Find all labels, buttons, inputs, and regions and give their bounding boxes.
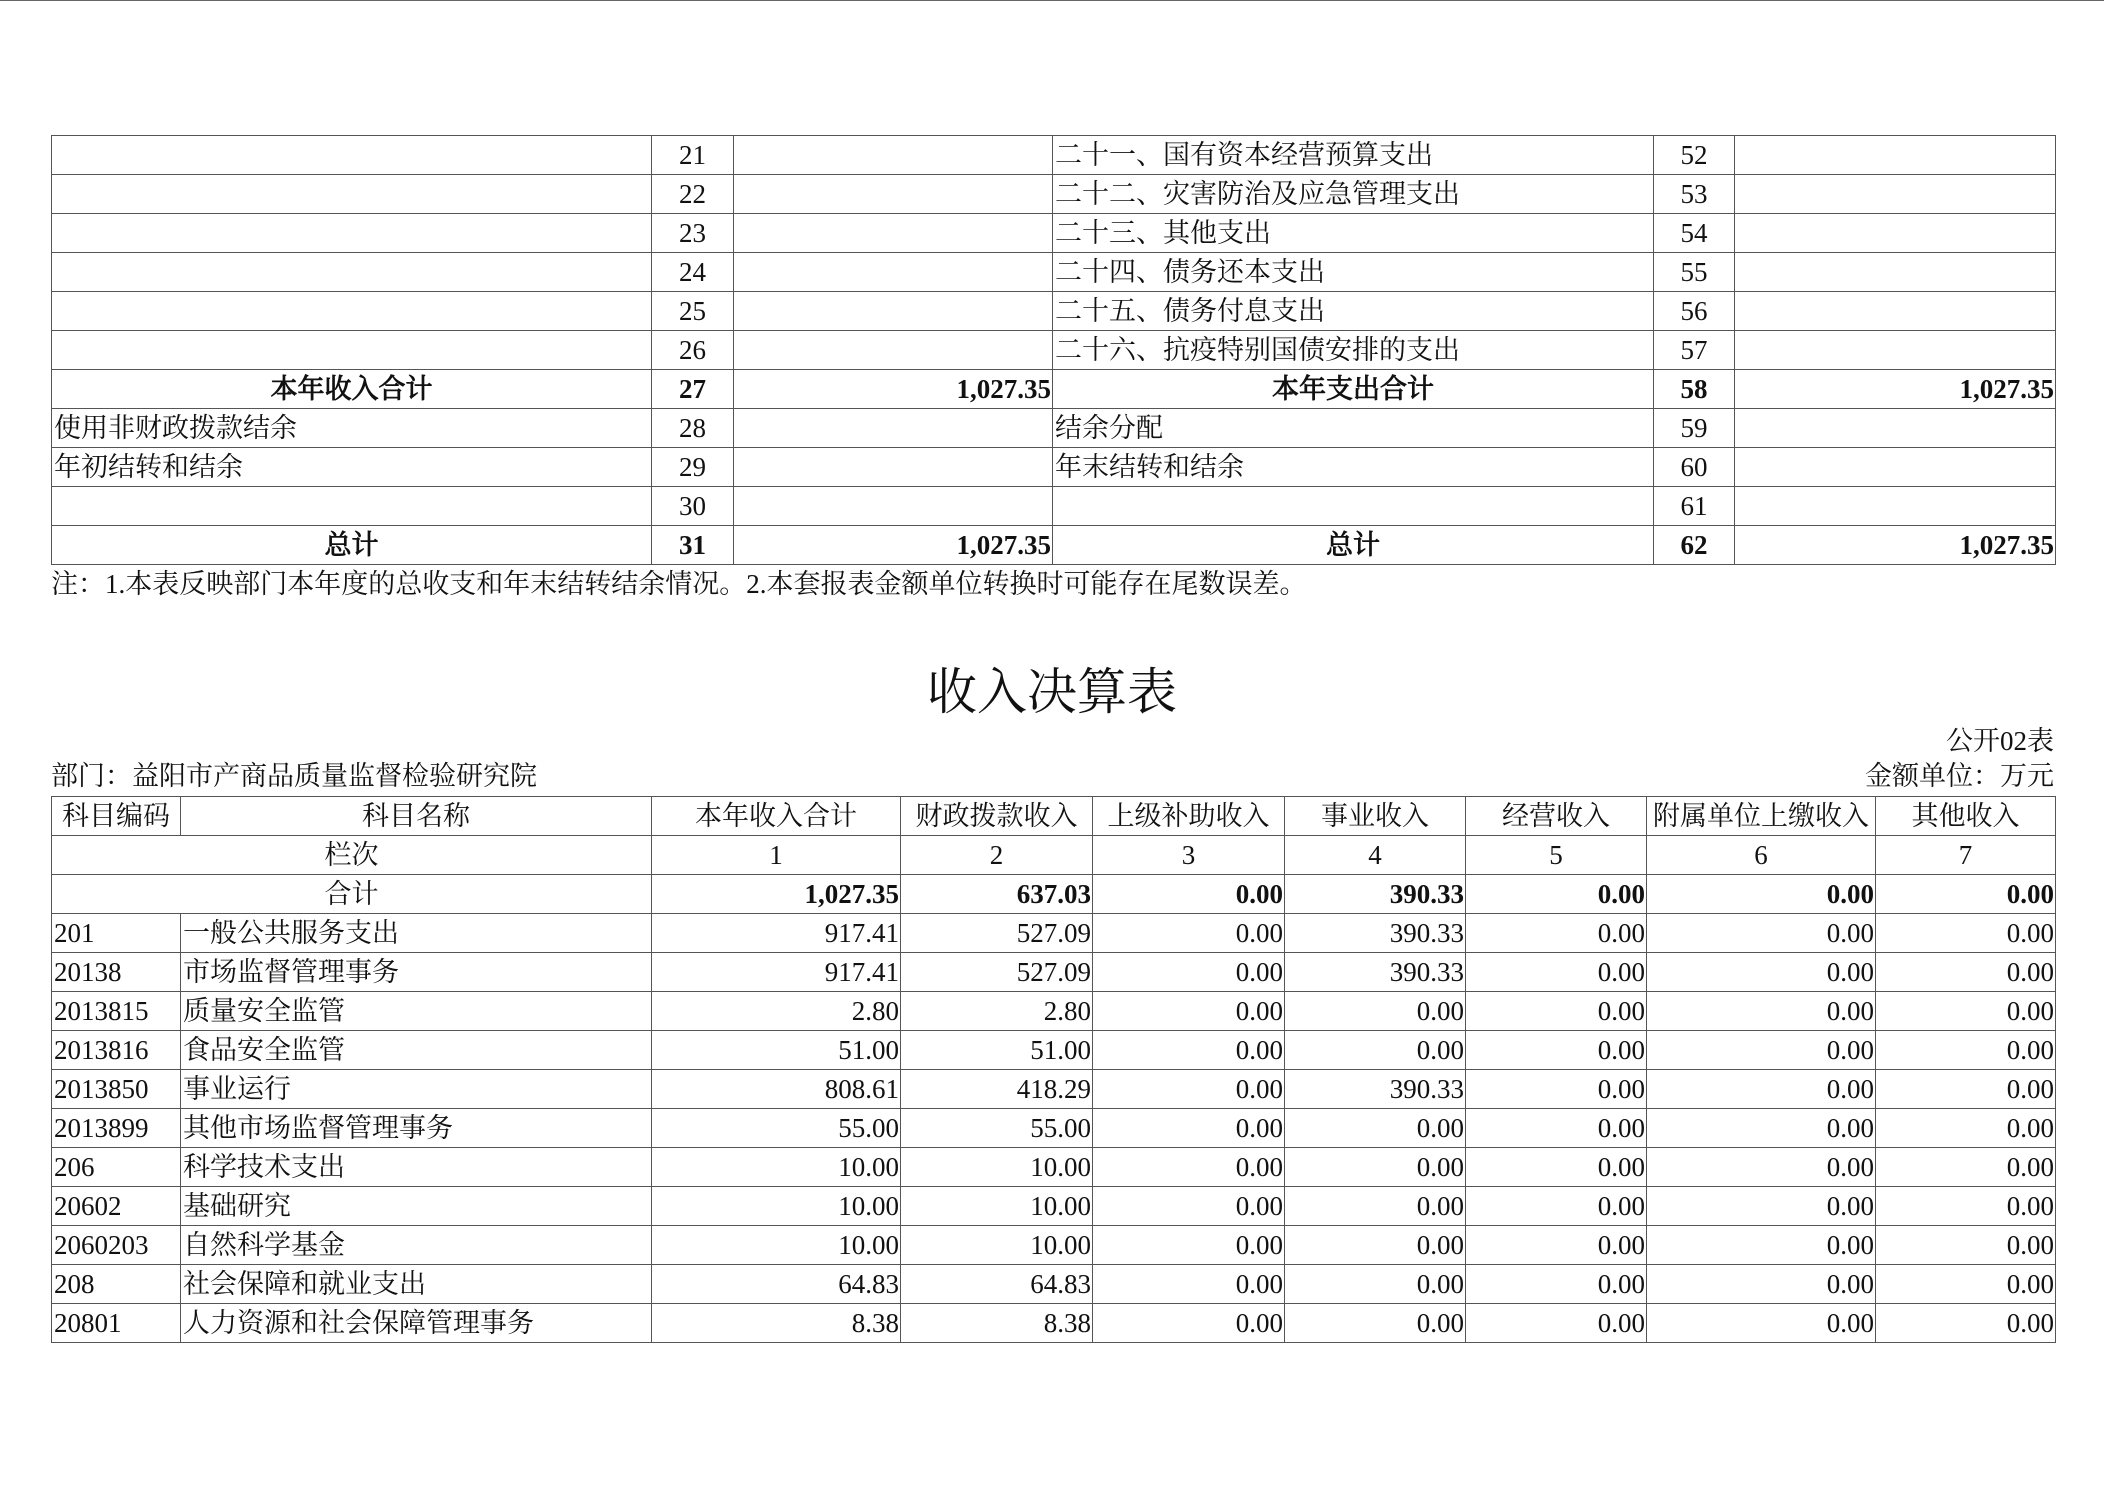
amount-cell: 55.00 xyxy=(901,1109,1093,1148)
column-index-cell: 2 xyxy=(901,836,1093,875)
income-item-cell: 年初结转和结余 xyxy=(52,448,652,487)
column-index-row xyxy=(52,836,2056,875)
total-value-cell: 0.00 xyxy=(1093,875,1285,914)
expense-amount-cell xyxy=(1735,331,2056,370)
total-value-cell: 1,027.35 xyxy=(652,875,901,914)
summary-row xyxy=(52,487,2056,526)
amount-cell: 0.00 xyxy=(1876,1148,2056,1187)
expense-line-number-cell: 59 xyxy=(1654,409,1735,448)
income-line-number-cell: 29 xyxy=(652,448,734,487)
amount-cell: 0.00 xyxy=(1093,1070,1285,1109)
subject-code-cell: 2013899 xyxy=(52,1109,181,1148)
expense-line-number-cell: 62 xyxy=(1654,526,1735,565)
amount-cell: 418.29 xyxy=(901,1070,1093,1109)
amount-cell: 527.09 xyxy=(901,914,1093,953)
amount-cell: 10.00 xyxy=(652,1148,901,1187)
amount-cell: 0.00 xyxy=(1876,914,2056,953)
subject-name-cell: 一般公共服务支出 xyxy=(181,914,652,953)
column-index-cell: 5 xyxy=(1466,836,1647,875)
table-row xyxy=(52,1187,2056,1226)
form-number: 公开02表 xyxy=(1946,726,2054,756)
column-header: 上级补助收入 xyxy=(1093,797,1285,836)
expense-line-number-cell: 56 xyxy=(1654,292,1735,331)
column-index-cell: 4 xyxy=(1285,836,1466,875)
income-item-cell xyxy=(52,136,652,175)
subject-code-cell: 20138 xyxy=(52,953,181,992)
amount-cell: 51.00 xyxy=(901,1031,1093,1070)
amount-cell: 0.00 xyxy=(1466,1187,1647,1226)
income-statement-table xyxy=(51,796,2056,1343)
income-line-number-cell: 26 xyxy=(652,331,734,370)
income-line-number-cell: 27 xyxy=(652,370,734,409)
expense-amount-cell xyxy=(1735,136,2056,175)
expense-line-number-cell: 54 xyxy=(1654,214,1735,253)
column-header: 经营收入 xyxy=(1466,797,1647,836)
subject-name-cell: 社会保障和就业支出 xyxy=(181,1265,652,1304)
income-item-cell: 本年收入合计 xyxy=(52,370,652,409)
column-header: 附属单位上缴收入 xyxy=(1647,797,1876,836)
department-label: 部门：益阳市产商品质量监督检验研究院 xyxy=(51,761,537,791)
income-amount-cell xyxy=(734,175,1053,214)
amount-cell: 0.00 xyxy=(1285,992,1466,1031)
amount-cell: 55.00 xyxy=(652,1109,901,1148)
amount-cell: 0.00 xyxy=(1647,992,1876,1031)
amount-cell: 0.00 xyxy=(1466,953,1647,992)
amount-cell: 527.09 xyxy=(901,953,1093,992)
income-line-number-cell: 25 xyxy=(652,292,734,331)
amount-cell: 8.38 xyxy=(652,1304,901,1343)
income-line-number-cell: 31 xyxy=(652,526,734,565)
table-row xyxy=(52,1304,2056,1343)
income-item-cell xyxy=(52,487,652,526)
income-line-number-cell: 28 xyxy=(652,409,734,448)
expense-amount-cell xyxy=(1735,253,2056,292)
expense-amount-cell xyxy=(1735,409,2056,448)
summary-row xyxy=(52,409,2056,448)
income-amount-cell: 1,027.35 xyxy=(734,370,1053,409)
expense-item-cell: 二十一、国有资本经营预算支出 xyxy=(1053,136,1654,175)
amount-cell: 390.33 xyxy=(1285,953,1466,992)
summary-row xyxy=(52,292,2056,331)
subject-code-cell: 208 xyxy=(52,1265,181,1304)
amount-cell: 10.00 xyxy=(901,1187,1093,1226)
expense-item-cell: 总计 xyxy=(1053,526,1654,565)
income-amount-cell xyxy=(734,448,1053,487)
column-index-cell: 7 xyxy=(1876,836,2056,875)
income-expense-summary-table xyxy=(51,135,2056,565)
table-row xyxy=(52,1109,2056,1148)
amount-cell: 0.00 xyxy=(1647,1304,1876,1343)
subject-code-cell: 20602 xyxy=(52,1187,181,1226)
column-index-label: 栏次 xyxy=(52,836,652,875)
amount-cell: 0.00 xyxy=(1285,1226,1466,1265)
column-index-cell: 3 xyxy=(1093,836,1285,875)
page-top-rule xyxy=(0,0,2104,1)
amount-cell: 0.00 xyxy=(1093,914,1285,953)
income-amount-cell xyxy=(734,409,1053,448)
subject-code-cell: 201 xyxy=(52,914,181,953)
amount-cell: 0.00 xyxy=(1093,1226,1285,1265)
subject-code-cell: 2013850 xyxy=(52,1070,181,1109)
summary-row xyxy=(52,526,2056,565)
total-value-cell: 0.00 xyxy=(1647,875,1876,914)
table-row xyxy=(52,914,2056,953)
income-amount-cell xyxy=(734,487,1053,526)
expense-item-cell: 年末结转和结余 xyxy=(1053,448,1654,487)
income-item-cell: 总计 xyxy=(52,526,652,565)
column-header: 科目名称 xyxy=(181,797,652,836)
expense-item-cell: 二十三、其他支出 xyxy=(1053,214,1654,253)
expense-item-cell: 本年支出合计 xyxy=(1053,370,1654,409)
report-title: 收入决算表 xyxy=(927,664,1177,720)
income-item-cell xyxy=(52,253,652,292)
income-table-body xyxy=(52,797,2056,1343)
amount-cell: 0.00 xyxy=(1876,1187,2056,1226)
summary-row xyxy=(52,253,2056,292)
amount-cell: 0.00 xyxy=(1466,1070,1647,1109)
expense-line-number-cell: 57 xyxy=(1654,331,1735,370)
amount-cell: 10.00 xyxy=(652,1226,901,1265)
total-row xyxy=(52,875,2056,914)
amount-cell: 0.00 xyxy=(1647,914,1876,953)
summary-row xyxy=(52,448,2056,487)
expense-amount-cell xyxy=(1735,487,2056,526)
subject-name-cell: 食品安全监管 xyxy=(181,1031,652,1070)
amount-cell: 0.00 xyxy=(1876,953,2056,992)
amount-cell: 0.00 xyxy=(1647,1187,1876,1226)
amount-cell: 0.00 xyxy=(1466,1265,1647,1304)
subject-code-cell: 2060203 xyxy=(52,1226,181,1265)
amount-cell: 0.00 xyxy=(1285,1109,1466,1148)
income-amount-cell xyxy=(734,331,1053,370)
expense-amount-cell: 1,027.35 xyxy=(1735,370,2056,409)
table-note: 注：1.本表反映部门本年度的总收支和年末结转结余情况。2.本套报表金额单位转换时可能存在尾数误差。 xyxy=(51,569,1307,599)
amount-cell: 0.00 xyxy=(1093,1148,1285,1187)
column-header: 财政拨款收入 xyxy=(901,797,1093,836)
amount-cell: 917.41 xyxy=(652,953,901,992)
subject-name-cell: 质量安全监管 xyxy=(181,992,652,1031)
subject-name-cell: 其他市场监督管理事务 xyxy=(181,1109,652,1148)
summary-row xyxy=(52,331,2056,370)
expense-item-cell xyxy=(1053,487,1654,526)
amount-cell: 0.00 xyxy=(1876,1265,2056,1304)
summary-row xyxy=(52,175,2056,214)
amount-cell: 0.00 xyxy=(1466,914,1647,953)
expense-amount-cell xyxy=(1735,214,2056,253)
subject-code-cell: 20801 xyxy=(52,1304,181,1343)
amount-cell: 390.33 xyxy=(1285,1070,1466,1109)
amount-cell: 0.00 xyxy=(1285,1265,1466,1304)
income-amount-cell xyxy=(734,292,1053,331)
income-item-cell xyxy=(52,292,652,331)
subject-name-cell: 事业运行 xyxy=(181,1070,652,1109)
amount-cell: 0.00 xyxy=(1647,1109,1876,1148)
expense-line-number-cell: 61 xyxy=(1654,487,1735,526)
amount-cell: 0.00 xyxy=(1093,1031,1285,1070)
income-amount-cell xyxy=(734,214,1053,253)
amount-cell: 0.00 xyxy=(1285,1031,1466,1070)
income-line-number-cell: 24 xyxy=(652,253,734,292)
amount-cell: 0.00 xyxy=(1876,1070,2056,1109)
amount-cell: 0.00 xyxy=(1466,1304,1647,1343)
subject-code-cell: 2013816 xyxy=(52,1031,181,1070)
income-item-cell: 使用非财政拨款结余 xyxy=(52,409,652,448)
income-amount-cell xyxy=(734,253,1053,292)
table-row xyxy=(52,1148,2056,1187)
income-amount-cell: 1,027.35 xyxy=(734,526,1053,565)
subject-name-cell: 科学技术支出 xyxy=(181,1148,652,1187)
subject-name-cell: 基础研究 xyxy=(181,1187,652,1226)
income-item-cell xyxy=(52,175,652,214)
expense-item-cell: 二十四、债务还本支出 xyxy=(1053,253,1654,292)
table-row xyxy=(52,953,2056,992)
expense-amount-cell xyxy=(1735,175,2056,214)
total-value-cell: 390.33 xyxy=(1285,875,1466,914)
expense-item-cell: 二十六、抗疫特别国债安排的支出 xyxy=(1053,331,1654,370)
amount-unit-label: 金额单位：万元 xyxy=(1865,761,2054,791)
expense-item-cell: 二十二、灾害防治及应急管理支出 xyxy=(1053,175,1654,214)
amount-cell: 390.33 xyxy=(1285,914,1466,953)
subject-code-cell: 2013815 xyxy=(52,992,181,1031)
amount-cell: 0.00 xyxy=(1093,1109,1285,1148)
expense-line-number-cell: 52 xyxy=(1654,136,1735,175)
amount-cell: 808.61 xyxy=(652,1070,901,1109)
table-row xyxy=(52,992,2056,1031)
table-row xyxy=(52,1226,2056,1265)
column-header: 其他收入 xyxy=(1876,797,2056,836)
amount-cell: 2.80 xyxy=(652,992,901,1031)
amount-cell: 0.00 xyxy=(1093,1304,1285,1343)
amount-cell: 0.00 xyxy=(1647,1031,1876,1070)
column-index-cell: 6 xyxy=(1647,836,1876,875)
amount-cell: 0.00 xyxy=(1466,1109,1647,1148)
income-line-number-cell: 21 xyxy=(652,136,734,175)
amount-cell: 0.00 xyxy=(1466,1148,1647,1187)
amount-cell: 8.38 xyxy=(901,1304,1093,1343)
total-value-cell: 0.00 xyxy=(1876,875,2056,914)
amount-cell: 0.00 xyxy=(1876,992,2056,1031)
income-line-number-cell: 22 xyxy=(652,175,734,214)
income-line-number-cell: 23 xyxy=(652,214,734,253)
expense-item-cell: 二十五、债务付息支出 xyxy=(1053,292,1654,331)
column-index-cell: 1 xyxy=(652,836,901,875)
amount-cell: 0.00 xyxy=(1647,953,1876,992)
amount-cell: 0.00 xyxy=(1093,1187,1285,1226)
summary-row xyxy=(52,136,2056,175)
amount-cell: 0.00 xyxy=(1466,1226,1647,1265)
amount-cell: 51.00 xyxy=(652,1031,901,1070)
amount-cell: 0.00 xyxy=(1647,1226,1876,1265)
amount-cell: 2.80 xyxy=(901,992,1093,1031)
expense-line-number-cell: 53 xyxy=(1654,175,1735,214)
expense-amount-cell xyxy=(1735,292,2056,331)
expense-line-number-cell: 60 xyxy=(1654,448,1735,487)
amount-cell: 0.00 xyxy=(1093,992,1285,1031)
amount-cell: 0.00 xyxy=(1285,1148,1466,1187)
table-row xyxy=(52,1070,2056,1109)
income-item-cell xyxy=(52,214,652,253)
expense-line-number-cell: 55 xyxy=(1654,253,1735,292)
amount-cell: 0.00 xyxy=(1285,1304,1466,1343)
table-row xyxy=(52,1265,2056,1304)
income-line-number-cell: 30 xyxy=(652,487,734,526)
subject-name-cell: 自然科学基金 xyxy=(181,1226,652,1265)
expense-item-cell: 结余分配 xyxy=(1053,409,1654,448)
amount-cell: 0.00 xyxy=(1876,1226,2056,1265)
income-amount-cell xyxy=(734,136,1053,175)
subject-name-cell: 市场监督管理事务 xyxy=(181,953,652,992)
column-header: 事业收入 xyxy=(1285,797,1466,836)
header-row xyxy=(52,797,2056,836)
summary-row xyxy=(52,214,2056,253)
amount-cell: 0.00 xyxy=(1466,1031,1647,1070)
amount-cell: 0.00 xyxy=(1466,992,1647,1031)
amount-cell: 0.00 xyxy=(1647,1265,1876,1304)
expense-line-number-cell: 58 xyxy=(1654,370,1735,409)
amount-cell: 0.00 xyxy=(1876,1304,2056,1343)
amount-cell: 0.00 xyxy=(1285,1187,1466,1226)
summary-row xyxy=(52,370,2056,409)
summary-table-body xyxy=(52,136,2056,565)
column-header: 本年收入合计 xyxy=(652,797,901,836)
table-row xyxy=(52,1031,2056,1070)
total-value-cell: 637.03 xyxy=(901,875,1093,914)
subject-name-cell: 人力资源和社会保障管理事务 xyxy=(181,1304,652,1343)
amount-cell: 64.83 xyxy=(652,1265,901,1304)
amount-cell: 0.00 xyxy=(1093,953,1285,992)
amount-cell: 0.00 xyxy=(1876,1109,2056,1148)
amount-cell: 917.41 xyxy=(652,914,901,953)
income-item-cell xyxy=(52,331,652,370)
amount-cell: 10.00 xyxy=(901,1148,1093,1187)
amount-cell: 0.00 xyxy=(1647,1148,1876,1187)
amount-cell: 64.83 xyxy=(901,1265,1093,1304)
total-label: 合计 xyxy=(52,875,652,914)
column-header: 科目编码 xyxy=(52,797,181,836)
amount-cell: 0.00 xyxy=(1876,1031,2056,1070)
amount-cell: 10.00 xyxy=(901,1226,1093,1265)
total-value-cell: 0.00 xyxy=(1466,875,1647,914)
amount-cell: 0.00 xyxy=(1647,1070,1876,1109)
expense-amount-cell xyxy=(1735,448,2056,487)
subject-code-cell: 206 xyxy=(52,1148,181,1187)
expense-amount-cell: 1,027.35 xyxy=(1735,526,2056,565)
amount-cell: 0.00 xyxy=(1093,1265,1285,1304)
amount-cell: 10.00 xyxy=(652,1187,901,1226)
